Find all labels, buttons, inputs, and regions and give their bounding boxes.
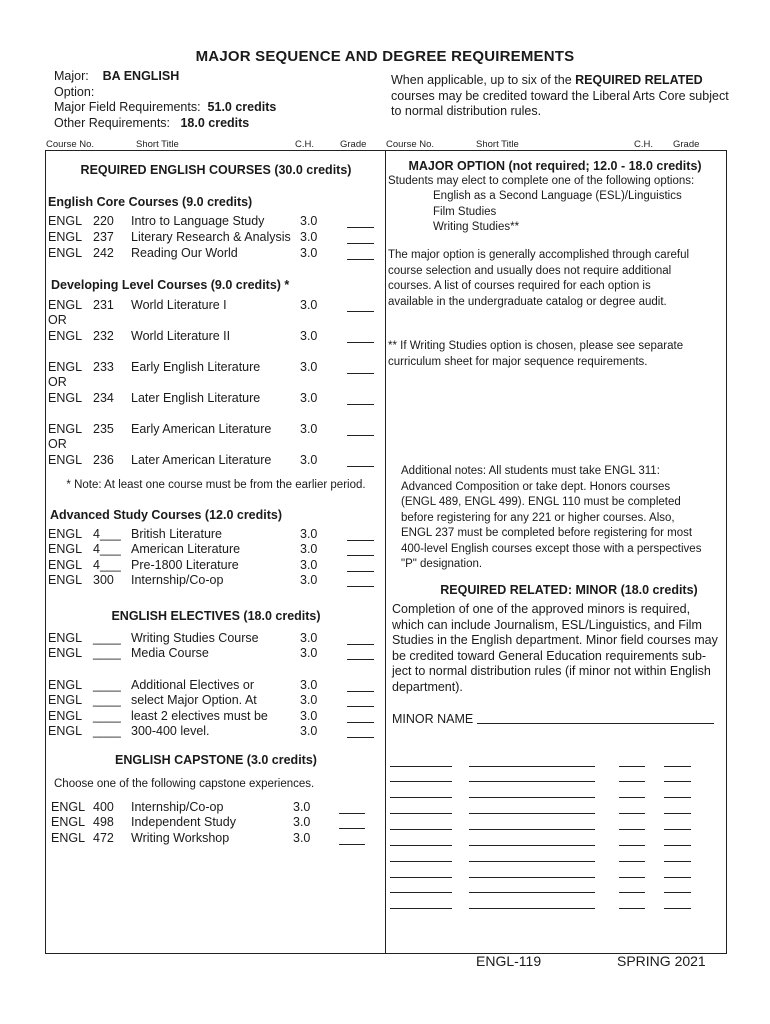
col-ch-right: C.H. (634, 139, 653, 150)
course-credit-hours: 3.0 (300, 230, 318, 244)
minor-grade-field[interactable] (664, 845, 691, 846)
developing-heading: Developing Level Courses (9.0 credits) * (51, 278, 290, 292)
form-code: ENGL-119 (476, 953, 542, 969)
course-title: 300-400 level. (131, 724, 210, 738)
course-number: 242 (93, 246, 114, 260)
course-credit-hours: 3.0 (300, 391, 318, 405)
course-credit-hours: 3.0 (300, 724, 318, 738)
course-title: American Literature (131, 542, 241, 556)
grade-field[interactable] (347, 247, 374, 260)
course-row (0, 245, 386, 261)
course-title: World Literature II (131, 329, 231, 343)
course-dept: ENGL (48, 646, 83, 660)
col-course-no-left: Course No. (46, 139, 95, 150)
option-esl: English as a Second Language (ESL)/Linguistics (433, 190, 682, 202)
grade-field[interactable] (347, 632, 374, 645)
minor-title-field[interactable] (469, 892, 595, 893)
minor-name-field[interactable] (477, 723, 714, 724)
option-label: Option: (54, 84, 95, 99)
grade-field[interactable] (347, 574, 374, 587)
course-number: ____ (93, 631, 121, 645)
course-dept: ENGL (48, 558, 83, 572)
course-title: Literary Research & Analysis (131, 230, 291, 244)
course-credit-hours: 3.0 (300, 542, 318, 556)
minor-grade-field[interactable] (664, 861, 691, 862)
course-title: Later American Literature (131, 453, 272, 467)
course-dept: ENGL (48, 298, 83, 312)
course-dept: ENGL (48, 391, 83, 405)
course-dept: ENGL (48, 214, 83, 228)
course-title: Pre-1800 Literature (131, 558, 239, 572)
course-credit-hours: 3.0 (300, 246, 318, 260)
grade-field[interactable] (347, 725, 374, 738)
capstone-heading: ENGLISH CAPSTONE (3.0 credits) (115, 753, 317, 767)
course-title: Internship/Co-op (131, 800, 224, 814)
course-title: Writing Studies Course (131, 631, 259, 645)
minor-title-field[interactable] (469, 766, 595, 767)
minor-grade-field[interactable] (664, 908, 691, 909)
course-title: Early American Literature (131, 422, 272, 436)
grade-field[interactable] (347, 231, 374, 244)
course-title: Independent Study (131, 815, 236, 829)
grade-field[interactable] (347, 392, 374, 405)
course-number: 4___ (93, 542, 121, 556)
course-credit-hours: 3.0 (293, 831, 311, 845)
additional-notes: Additional notes: All students must take ENGL 311: Advanced Composition or take dept. Honors courses (ENGL 489, ENGL 499). ENGL 110 must be completed before registering for any 221 or higher courses. Also, ENGL 237 must be completed before registering for most 400-level English courses except those with a perspectives "P" designation. (401, 465, 702, 570)
course-dept: ENGL (51, 815, 86, 829)
course-row (0, 421, 386, 437)
form-term: SPRING 2021 (617, 953, 706, 969)
minor-grade-field[interactable] (664, 829, 691, 830)
course-title: World Literature I (131, 298, 227, 312)
grade-field[interactable] (347, 710, 374, 723)
col-short-title-right: Short Title (476, 139, 519, 150)
minor-grade-field[interactable] (664, 813, 691, 814)
course-credit-hours: 3.0 (300, 360, 318, 374)
course-row (0, 452, 386, 468)
advanced-heading: Advanced Study Courses (12.0 credits) (50, 508, 283, 522)
electives-heading: ENGLISH ELECTIVES (18.0 credits) (111, 609, 321, 623)
major-label: Major: (54, 69, 89, 83)
col-course-no-right: Course No. (386, 139, 435, 150)
course-title: Reading Our World (131, 246, 238, 260)
minor-paragraph: Completion of one of the approved minors is required, which can include Journalism, ESL/Linguistics, and Film Studies in the English department. Minor field courses may be credited toward General Education requirements sub- ject to normal distribution rules (if minor not within English department). (392, 602, 718, 694)
minor-course-no-field[interactable] (390, 861, 452, 862)
grade-field[interactable] (347, 361, 374, 374)
course-number: ____ (93, 709, 121, 723)
course-title: Media Course (131, 646, 209, 660)
course-number: 4___ (93, 527, 121, 541)
grade-field[interactable] (339, 832, 365, 845)
course-row (0, 229, 386, 245)
course-title: select Major Option. At (131, 693, 257, 707)
grade-field[interactable] (347, 543, 374, 556)
field-label: Major Field Requirements: (54, 100, 201, 114)
minor-course-no-field[interactable] (390, 892, 452, 893)
grade-field[interactable] (347, 299, 374, 312)
minor-grade-field[interactable] (664, 892, 691, 893)
course-dept: ENGL (48, 693, 83, 707)
page-title: MAJOR SEQUENCE AND DEGREE REQUIREMENTS (195, 48, 575, 65)
course-credit-hours: 3.0 (300, 558, 318, 572)
course-title: Writing Workshop (131, 831, 230, 845)
col-short-title-left: Short Title (136, 139, 179, 150)
course-row (0, 390, 386, 406)
minor-course-no-field[interactable] (390, 797, 452, 798)
course-number: 236 (93, 453, 114, 467)
course-dept: ENGL (48, 573, 83, 587)
minor-grade-field[interactable] (664, 797, 691, 798)
grade-field[interactable] (347, 528, 374, 541)
required-heading: REQUIRED ENGLISH COURSES (30.0 credits) (80, 163, 352, 177)
course-credit-hours: 3.0 (300, 453, 318, 467)
minor-title-field[interactable] (469, 781, 595, 782)
course-dept: ENGL (48, 542, 83, 556)
or-label: OR (48, 313, 67, 327)
course-number: 400 (93, 800, 114, 814)
core-heading: English Core Courses (9.0 credits) (48, 195, 253, 209)
or-label: OR (48, 437, 67, 451)
header-info (54, 69, 384, 131)
minor-grade-field[interactable] (664, 877, 691, 878)
course-number: 233 (93, 360, 114, 374)
minor-title-field[interactable] (469, 829, 595, 830)
course-number: 220 (93, 214, 114, 228)
minor-title-field[interactable] (469, 797, 595, 798)
course-row (0, 297, 386, 313)
course-title: Later English Literature (131, 391, 261, 405)
course-row (0, 572, 386, 588)
course-dept: ENGL (48, 724, 83, 738)
col-ch-left: C.H. (295, 139, 314, 150)
field-value: 51.0 credits (207, 100, 277, 114)
course-row (0, 677, 386, 693)
grade-field[interactable] (339, 816, 365, 829)
minor-ch-field[interactable] (619, 766, 645, 767)
minor-ch-field[interactable] (619, 892, 645, 893)
course-number: ____ (93, 724, 121, 738)
col-grade-left: Grade (340, 139, 367, 150)
course-credit-hours: 3.0 (300, 678, 318, 692)
grade-field[interactable] (347, 454, 374, 467)
minor-title-field[interactable] (469, 908, 595, 909)
course-row (0, 799, 386, 815)
course-number: ____ (93, 646, 121, 660)
course-dept: ENGL (48, 360, 83, 374)
course-row (0, 692, 386, 708)
course-dept: ENGL (48, 422, 83, 436)
option-list (433, 189, 682, 236)
grade-field[interactable] (347, 423, 374, 436)
col-grade-right: Grade (673, 139, 700, 150)
minor-title-field[interactable] (469, 877, 595, 878)
course-dept: ENGL (48, 678, 83, 692)
option-film: Film Studies (433, 205, 497, 218)
minor-course-no-field[interactable] (390, 829, 452, 830)
course-dept: ENGL (51, 831, 86, 845)
grade-field[interactable] (339, 801, 365, 814)
option-heading: MAJOR OPTION (not required; 12.0 - 18.0 credits) (408, 159, 702, 173)
course-row (0, 830, 386, 846)
minor-course-no-field[interactable] (390, 908, 452, 909)
or-label: OR (48, 375, 67, 389)
grade-field[interactable] (347, 330, 374, 343)
course-number: ____ (93, 693, 121, 707)
option-writing: Writing Studies** (433, 221, 520, 233)
course-title: Internship/Co-op (131, 573, 224, 587)
minor-title-field[interactable] (469, 845, 595, 846)
course-credit-hours: 3.0 (300, 709, 318, 723)
capstone-intro: Choose one of the following capstone experiences. (54, 778, 315, 790)
course-title: British Literature (131, 527, 223, 541)
course-number: 234 (93, 391, 114, 405)
minor-ch-field[interactable] (619, 781, 645, 782)
course-dept: ENGL (51, 800, 86, 814)
course-credit-hours: 3.0 (300, 631, 318, 645)
course-title: Early English Literature (131, 360, 261, 374)
minor-title-field[interactable] (469, 813, 595, 814)
course-dept: ENGL (48, 631, 83, 645)
course-row (0, 708, 386, 724)
grade-field[interactable] (347, 679, 374, 692)
course-dept: ENGL (48, 453, 83, 467)
course-dept: ENGL (48, 230, 83, 244)
course-number: 235 (93, 422, 114, 436)
grade-field[interactable] (347, 215, 374, 228)
course-row (0, 645, 386, 661)
other-value: 18.0 credits (180, 115, 250, 130)
course-number: ____ (93, 678, 121, 692)
course-title: Intro to Language Study (131, 214, 265, 228)
minor-ch-field[interactable] (619, 908, 645, 909)
minor-ch-field[interactable] (619, 797, 645, 798)
course-credit-hours: 3.0 (300, 527, 318, 541)
course-credit-hours: 3.0 (300, 646, 318, 660)
course-title: least 2 electives must be (131, 709, 268, 723)
course-credit-hours: 3.0 (300, 329, 318, 343)
course-number: 472 (93, 831, 114, 845)
course-row (0, 557, 386, 573)
course-number: 231 (93, 298, 114, 312)
course-row (0, 526, 386, 542)
grade-field[interactable] (347, 694, 374, 707)
minor-heading: REQUIRED RELATED: MINOR (18.0 credits) (440, 583, 698, 597)
minor-course-no-field[interactable] (390, 877, 452, 878)
course-row (0, 328, 386, 344)
course-credit-hours: 3.0 (300, 693, 318, 707)
minor-course-no-field[interactable] (390, 766, 452, 767)
minor-grade-field[interactable] (664, 766, 691, 767)
course-dept: ENGL (48, 329, 83, 343)
developing-note: * Note: At least one course must be from the earlier period. (66, 479, 366, 491)
course-credit-hours: 3.0 (293, 800, 311, 814)
course-credit-hours: 3.0 (300, 573, 318, 587)
course-dept: ENGL (48, 246, 83, 260)
other-label: Other Requirements: (54, 115, 171, 130)
course-row (0, 814, 386, 830)
course-row (0, 630, 386, 646)
course-dept: ENGL (48, 709, 83, 723)
minor-grade-field[interactable] (664, 781, 691, 782)
course-number: 4___ (93, 558, 121, 572)
option-paragraph: The major option is generally accomplished through careful course selection and usually does not require additional courses. A list of courses required for each option is available in the undergraduate catalog or degree audit. (388, 249, 690, 308)
course-dept: ENGL (48, 527, 83, 541)
course-title: Additional Electives or (131, 678, 254, 692)
course-credit-hours: 3.0 (293, 815, 311, 829)
course-number: 300 (93, 573, 114, 587)
minor-ch-field[interactable] (619, 829, 645, 830)
course-row (0, 213, 386, 229)
minor-course-no-field[interactable] (390, 781, 452, 782)
grade-field[interactable] (347, 647, 374, 660)
writing-studies-note: ** If Writing Studies option is chosen, please see separate curriculum sheet for major sequence requirements. (388, 340, 684, 368)
course-credit-hours: 3.0 (300, 298, 318, 312)
course-number: 498 (93, 815, 114, 829)
grade-field[interactable] (347, 559, 374, 572)
liberal-arts-note: When applicable, up to six of the REQUIRED RELATED courses may be credited toward the Liberal Arts Core subject to normal distribution rules. (391, 73, 729, 118)
major-value: BA ENGLISH (102, 69, 180, 83)
minor-ch-field[interactable] (619, 877, 645, 878)
minor-name-label: MINOR NAME (392, 712, 474, 726)
minor-ch-field[interactable] (619, 813, 645, 814)
minor-title-field[interactable] (469, 861, 595, 862)
minor-ch-field[interactable] (619, 845, 645, 846)
course-credit-hours: 3.0 (300, 422, 318, 436)
course-row (0, 541, 386, 557)
course-number: 232 (93, 329, 114, 343)
option-intro: Students may elect to complete one of the following options: (388, 175, 695, 187)
course-row (0, 359, 386, 375)
minor-course-no-field[interactable] (390, 845, 452, 846)
course-credit-hours: 3.0 (300, 214, 318, 228)
minor-course-no-field[interactable] (390, 813, 452, 814)
minor-ch-field[interactable] (619, 861, 645, 862)
course-row (0, 723, 386, 739)
course-number: 237 (93, 230, 114, 244)
